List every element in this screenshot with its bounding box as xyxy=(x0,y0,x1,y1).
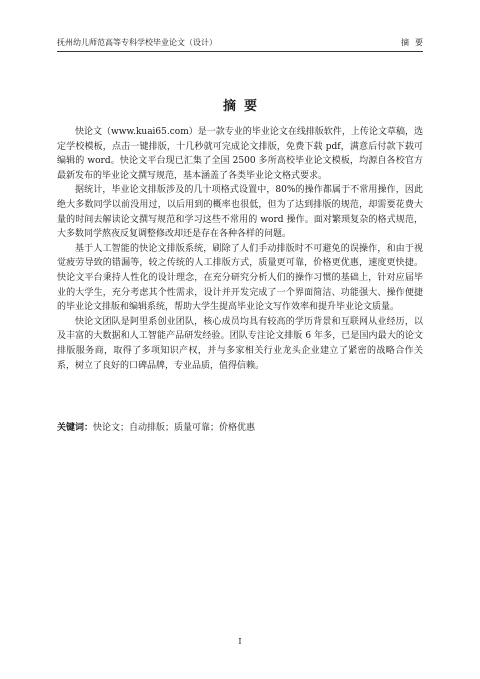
keywords-line xyxy=(57,421,423,435)
abstract-paragraph-4: 快论文团队是阿里系创业团队，核心成员均具有较高的学历背景和互联网从业经历，以及丰富的大数据和人工智能产品研发经验。团队专注论文排版 6 年多，已是国内最大的论文排版服务商，取得了多项知识产权，并与多家相关行业龙头企业建立了紧密的战略合作关系，树立了良好的口碑品牌，专业品质，值得信赖。 xyxy=(57,316,423,371)
abstract-paragraph-3: 基于人工智能的快论文排版系统，刷除了人们手动排版时不可避免的误操作，和由于视觉疲劳导致的错漏等，较之传统的人工排版方式，质量更可靠，价格更优惠，速度更快捷。快论文平台秉持人性化的设计理念，在充分研究分析人们的操作习惯的基础上，针对应届毕业的大学生，充分考虑其个性需求，设计并开发完成了一个界面简洁、功能强大、操作便捷的毕业论文排版和编辑系统，帮助大学生提高毕业论文写作效率和提升毕业论文质量。 xyxy=(57,243,423,313)
page-number: I xyxy=(238,637,242,646)
keywords-label: 关键词： xyxy=(57,423,94,433)
abstract-body xyxy=(57,125,423,373)
header-section-name: 摘要 xyxy=(401,38,429,47)
keywords-text: 快论文；自动排版；质量可靠；价格优惠 xyxy=(93,423,256,433)
running-header xyxy=(57,37,429,52)
header-school-name: 抚州幼儿师范高等专科学校毕业论文（设计） xyxy=(57,38,217,47)
abstract-title: 摘要 xyxy=(222,99,265,114)
abstract-paragraph-2: 据统计，毕业论文排版涉及的几十项格式设置中，80%的操作都属于不常用操作，因此绝大多数同学以前没用过，以后用到的概率也很低，但为了达到排版的规范，却需要花费大量的时间去解读论文撰写规范和学习这些不常用的 word 操作。面对繁琐复杂的格式规范，大多数同学熬夜反复调整修改却还是存在各种各样的问题。 xyxy=(57,185,423,240)
abstract-paragraph-1: 快论文（www.kuai65.com）是一款专业的毕业论文在线排版软件，上传论文草稿，选定学校模板，点击一键排版，十几秒就可完成论文排版，免费下载 pdf，满意后付款下载可编辑的 word。快论文平台现已汇集了全国 2500 多所高校毕业论文模板，均源自各校官方最新发布的毕业论文撰写规范，基本涵盖了各类毕业论文格式要求。 xyxy=(57,127,423,181)
